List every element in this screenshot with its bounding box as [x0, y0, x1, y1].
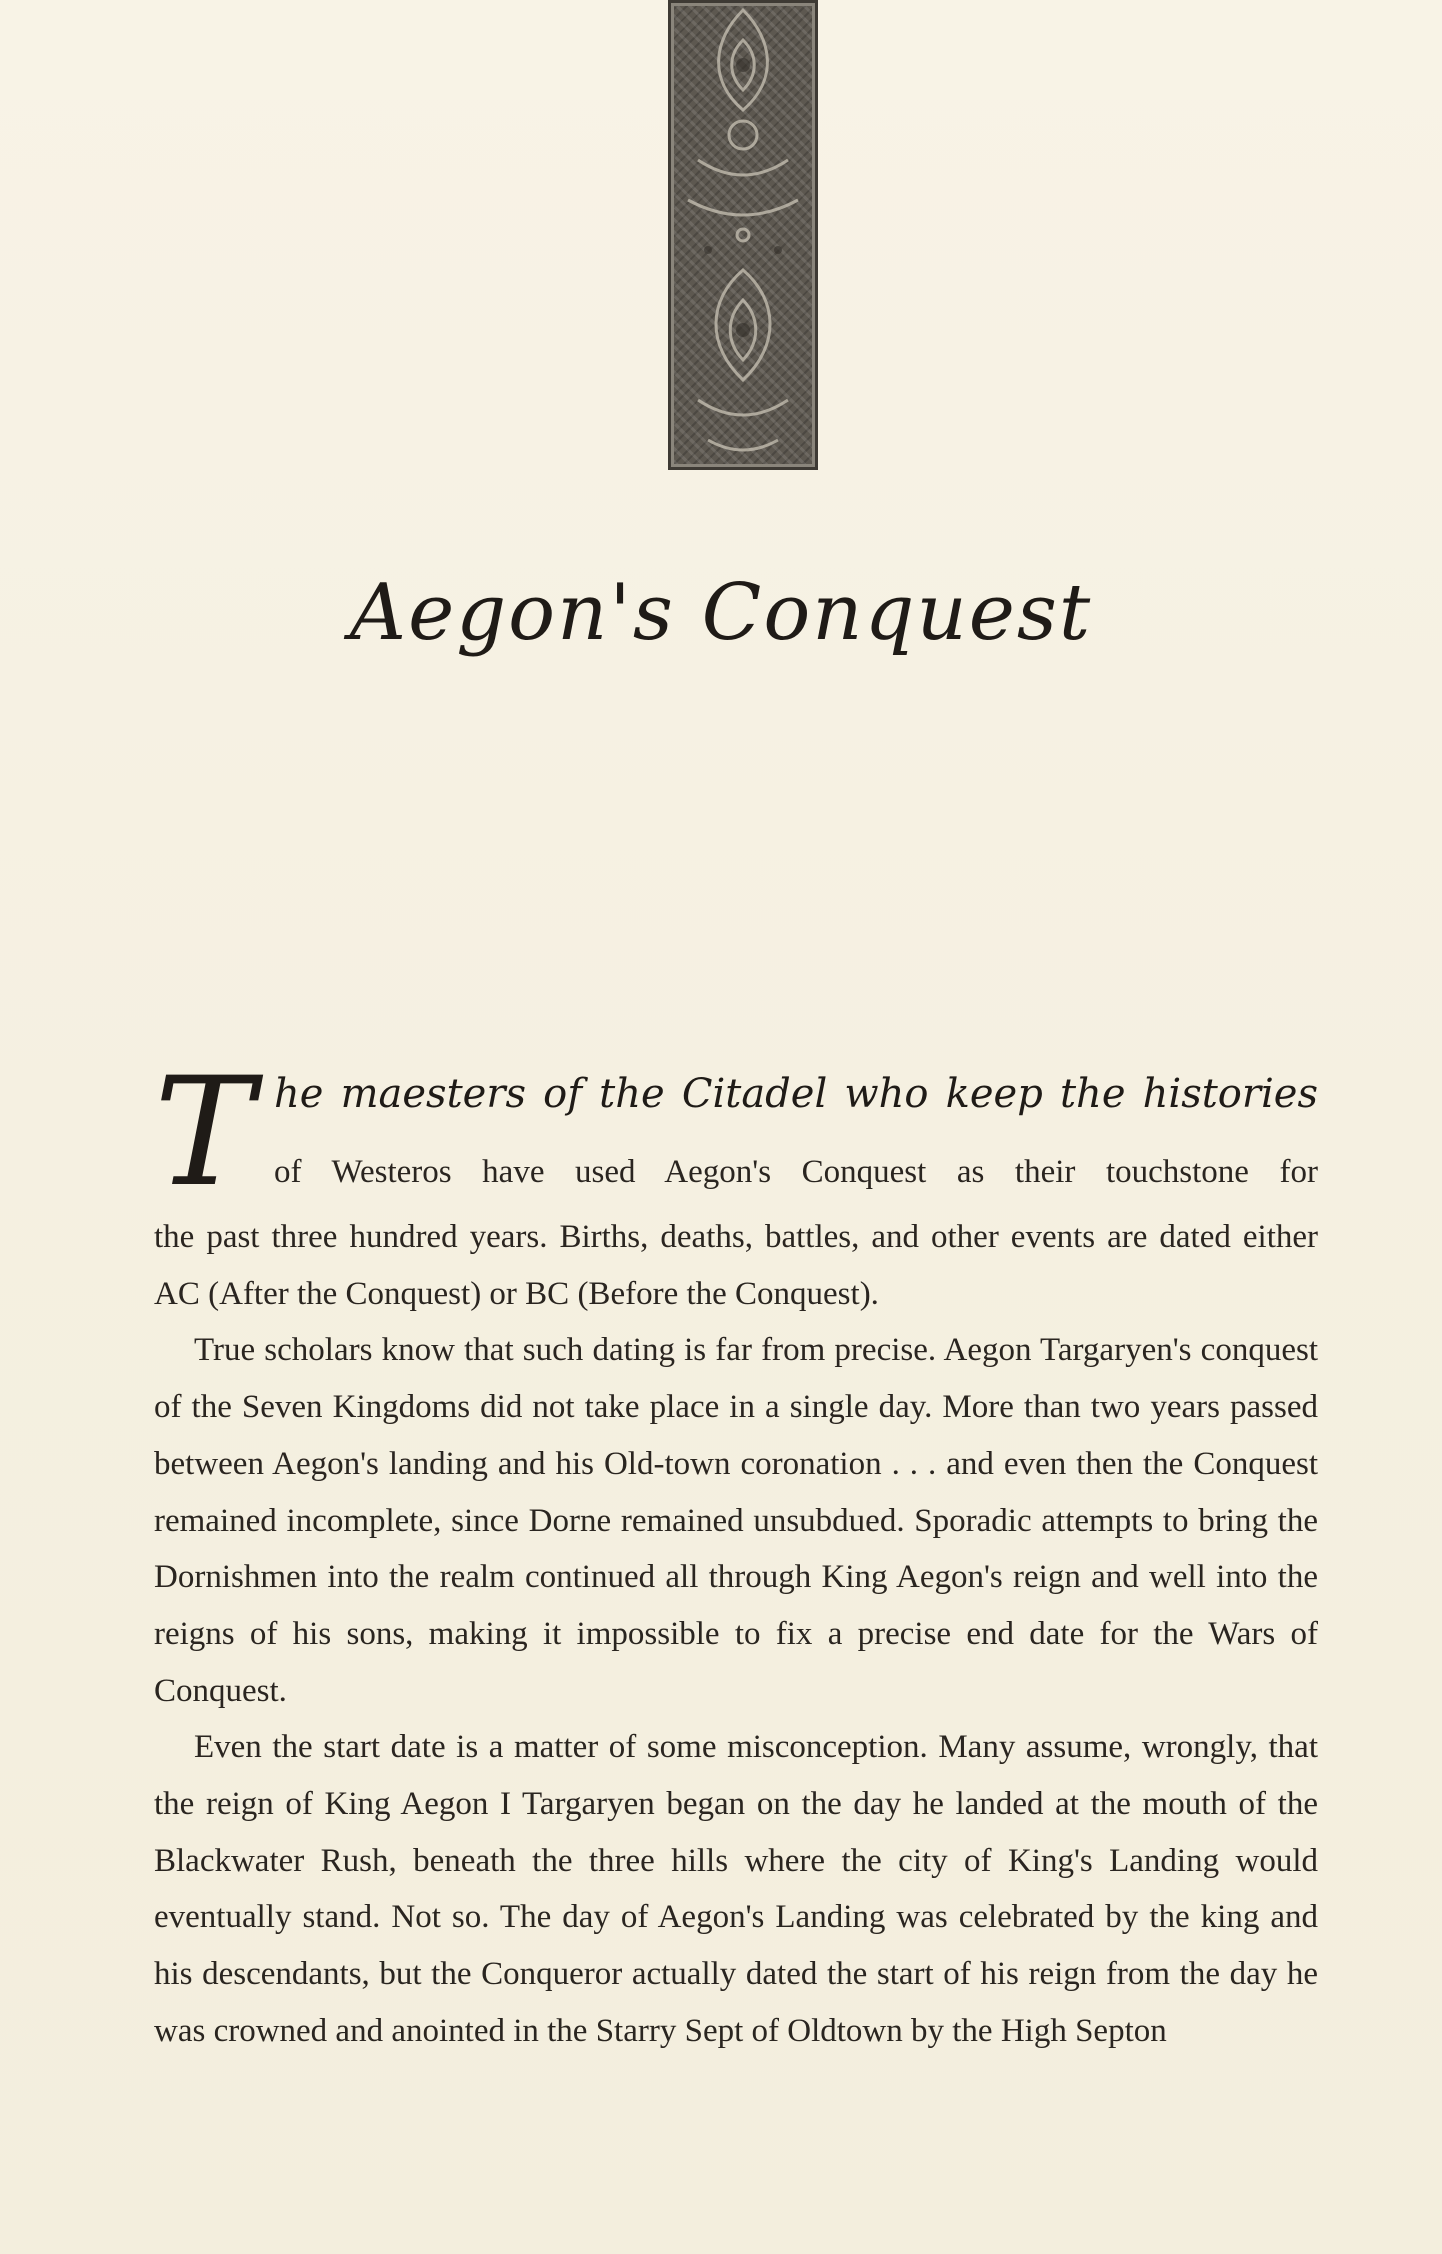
- chapter-title: Aegon's Conquest: [349, 568, 1093, 658]
- paragraph: Even the start date is a matter of some misconception. Many assume, wrongly, that the reign of King Aegon I Targaryen began on the day he landed at the mouth of the Blackwater Rush, beneath the three hills where the city of King's Landing would eventually stand. Not so. The day of Aegon's Landing was celebrated by the king and his descendants, but the Conqueror actually dated the start of his reign from the day he was crowned and anointed in the Starry Sept of Oldtown by the High Septon: [154, 1729, 1318, 2049]
- opening-block: [154, 1046, 1318, 1220]
- body-text: [154, 1046, 1318, 2060]
- paragraph: True scholars know that such dating is far from precise. Aegon Targaryen's conquest of the Seven Kingdoms did not take place in a single day. More than two years passed between Aegon's landing and his Old-town coronation . . . and even then the Conquest remained incomplete, since Dorne remained unsubdued. Sporadic attempts to bring the Dornishmen into the realm continued all through King Aegon's reign and well into the reigns of his sons, making it impossible to fix a precise end date for the Wars of Conquest.: [154, 1332, 1318, 1709]
- lead-in-continuation: of Westeros have used Aegon's Conquest as their touchstone for: [274, 1154, 1318, 1190]
- ornamental-band-icon: [668, 0, 818, 470]
- drop-cap: T: [154, 1046, 255, 1220]
- opening-paragraph-rest: the past three hundred years. Births, deaths, battles, and other events are dated either AC (After the Conquest) or BC (Before the Conquest).: [154, 1219, 1318, 1312]
- lead-in-text: he maesters of the Citadel who keep the histories: [274, 1071, 1318, 1117]
